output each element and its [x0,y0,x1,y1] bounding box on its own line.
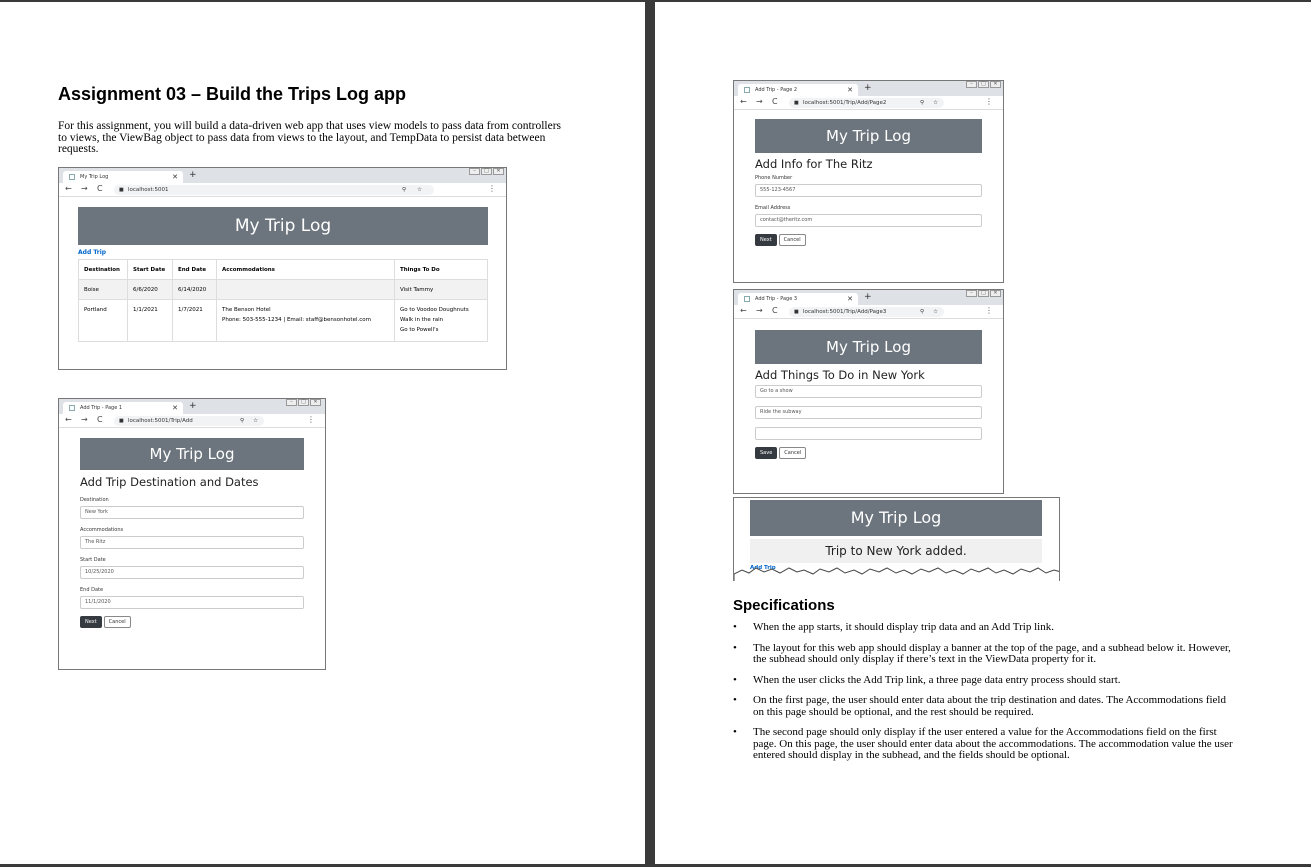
todo-item: Go to Powell's [400,327,439,333]
todo-input-3[interactable] [755,427,982,440]
end-date-input[interactable]: 11/1/2020 [80,596,304,609]
new-tab-icon[interactable]: + [189,401,197,411]
site-banner: My Trip Log [755,330,982,364]
close-window-icon[interactable]: ✕ [493,168,504,175]
cancel-button[interactable]: Cancel [779,234,806,246]
field-label: Start Date [80,557,106,563]
page-icon [69,174,75,180]
spec-item: • The second page should only display if the user entered a value for the Accommodations field on the first page. On this page, the user should enter data about the accommodations. The accommodation value the user entered should display in the subhead, and the fields should be optional. [733,727,1238,762]
site-banner: My Trip Log [78,207,488,245]
torn-edge [734,564,1060,581]
intro-paragraph: For this assignment, you will build a data-driven web app that uses view models to pass data from controllers to views, the ViewBag object to pass data from views to the layout, and TempData to persist data between requests. [58,120,562,155]
site-banner: My Trip Log [80,438,304,470]
maximize-icon[interactable]: □ [978,81,989,88]
address-bar[interactable] [114,416,264,426]
close-icon[interactable]: ✕ [847,295,853,303]
email-input[interactable]: contact@theritz.com [755,214,982,227]
close-window-icon[interactable]: ✕ [310,399,321,406]
screenshot-confirmation [733,497,1060,581]
next-button[interactable]: Next [80,616,102,628]
specifications-list [733,622,1238,771]
url-text: localhost:5001/Trip/Add/Page2 [803,100,887,106]
tab-title: My Trip Log [80,174,109,180]
cancel-button[interactable]: Cancel [104,616,131,628]
page1-content [80,438,304,628]
forward-icon[interactable]: → [81,415,88,424]
maximize-icon[interactable]: □ [481,168,492,175]
nav-bar [59,183,506,197]
browser-tab[interactable] [63,171,183,183]
close-window-icon[interactable]: ✕ [990,81,1001,88]
zoom-icon[interactable]: ⚲ [401,187,406,193]
page-icon [744,296,750,302]
spec-item: • When the app starts, it should display trip data and an Add Trip link. [733,622,1238,634]
forward-icon[interactable]: → [81,184,88,193]
zoom-icon[interactable]: ⚲ [919,100,924,106]
site-banner: My Trip Log [755,119,982,153]
form-buttons [80,616,304,628]
phone-input[interactable]: 555-123-4567 [755,184,982,197]
field-label: Phone Number [755,175,793,181]
column-header: End Date [173,260,217,280]
table-row [79,300,488,342]
browser-tab[interactable] [63,402,183,414]
cell-todo: Visit Tammy [395,280,488,300]
reload-icon[interactable]: C [772,306,778,315]
field-label: End Date [80,587,104,593]
close-window-icon[interactable]: ✕ [990,290,1001,297]
specifications-heading: Specifications [733,597,835,614]
spec-item: • The layout for this web app should display a banner at the top of the page, and a subhead below it. However, the subhead should only display if there’s text in the ViewData property for it. [733,643,1238,666]
spec-item: • On the first page, the user should enter data about the trip destination and dates. The Accommodations field on this page should be optional, and the rest should be required. [733,695,1238,718]
trips-table [78,259,488,342]
cell-start: 6/6/2020 [128,280,173,300]
add-trip-link[interactable]: Add Trip [78,249,107,256]
forward-icon[interactable]: → [756,97,763,106]
url-text: localhost:5001 [128,187,169,193]
back-icon[interactable]: ← [65,415,72,424]
page-subtitle: Add Trip Destination and Dates [80,475,259,489]
address-bar[interactable] [789,307,944,317]
minimize-icon[interactable]: – [469,168,480,175]
lock-icon: ■ [119,418,124,424]
lock-icon: ■ [794,100,799,106]
close-icon[interactable]: ✕ [847,86,853,94]
column-header: Accommodations [217,260,395,280]
field-label: Accommodations [80,527,124,533]
browser-tab[interactable] [738,293,858,305]
column-header: Destination [79,260,128,280]
todo-input-2[interactable]: Ride the subway [755,406,982,419]
accommodation-name: The Benson Hotel [222,307,271,313]
document-page-right [655,2,1311,864]
close-icon[interactable]: ✕ [172,173,178,181]
cell-destination: Boise [79,280,128,300]
menu-icon[interactable]: ⋮ [307,415,315,424]
minimize-icon[interactable]: – [966,81,977,88]
spec-item: • When the user clicks the Add Trip link, a three page data entry process should start. [733,675,1238,687]
tab-title: Add Trip - Page 2 [755,87,798,93]
form-buttons [755,234,982,246]
lock-icon: ■ [119,187,124,193]
close-icon[interactable]: ✕ [172,404,178,412]
column-header: Start Date [128,260,173,280]
address-bar[interactable] [789,98,944,108]
cell-destination: Portland [79,300,128,342]
column-header: Things To Do [395,260,488,280]
assignment-title: Assignment 03 – Build the Trips Log app [58,84,407,104]
cell-end: 1/7/2021 [173,300,217,342]
page-icon [69,405,75,411]
page2-content [755,119,982,246]
new-tab-icon[interactable]: + [189,170,197,180]
todo-item: Walk in the rain [400,317,444,323]
window-controls [468,168,504,175]
start-date-input[interactable]: 10/25/2020 [80,566,304,579]
screenshot-add-page2 [733,80,1004,283]
tab-strip [734,290,1003,305]
nav-bar [734,305,1003,319]
form-buttons [755,447,982,459]
cancel-button[interactable]: Cancel [779,447,806,459]
lock-icon: ■ [794,309,799,315]
accommodation-detail: Phone: 503-555-1234 | Email: staff@bensonhotel.com [222,317,371,323]
menu-icon[interactable]: ⋮ [985,306,993,315]
reload-icon[interactable]: C [97,415,103,424]
zoom-icon[interactable]: ⚲ [919,309,924,315]
field-label: Email Address [755,205,791,211]
new-tab-icon[interactable]: + [864,83,872,93]
tab-strip [734,81,1003,96]
menu-icon[interactable]: ⋮ [985,97,993,106]
site-banner: My Trip Log [750,500,1042,536]
cell-todo [395,300,488,342]
page-subtitle: Add Things To Do in New York [755,368,925,382]
maximize-icon[interactable]: □ [298,399,309,406]
nav-bar [59,414,325,428]
window-controls [285,399,321,406]
cell-accommodation [217,300,395,342]
address-bar[interactable] [114,185,434,195]
minimize-icon[interactable]: – [966,290,977,297]
page-subtitle: Add Info for The Ritz [755,157,873,171]
save-button[interactable]: Save [755,447,777,459]
tab-title: Add Trip - Page 3 [755,296,798,302]
table-row [79,280,488,300]
nav-bar [734,96,1003,110]
reload-icon[interactable]: C [772,97,778,106]
cell-accommodation [217,280,395,300]
table-header-row [79,260,488,280]
reload-icon[interactable]: C [97,184,103,193]
todo-input-1[interactable]: Go to a show [755,385,982,398]
back-icon[interactable]: ← [65,184,72,193]
maximize-icon[interactable]: □ [978,290,989,297]
back-icon[interactable]: ← [740,97,747,106]
window-controls [965,290,1001,297]
accommodations-input[interactable]: The Ritz [80,536,304,549]
field-label: Destination [80,497,109,503]
zoom-icon[interactable]: ⚲ [239,418,244,424]
trips-table-wrap [78,259,488,342]
tab-strip [59,168,506,183]
star-icon[interactable]: ☆ [417,187,422,193]
url-text: localhost:5001/Trip/Add/Page3 [803,309,887,315]
menu-icon[interactable]: ⋮ [488,184,496,193]
page3-content [755,330,982,459]
star-icon[interactable]: ☆ [933,100,938,106]
forward-icon[interactable]: → [756,306,763,315]
star-icon[interactable]: ☆ [933,309,938,315]
document-page-left [0,2,645,864]
add-trip-link[interactable]: Add Trip [750,565,776,571]
success-message: Trip to New York added. [750,539,1042,563]
cell-start: 1/1/2021 [128,300,173,342]
back-icon[interactable]: ← [740,306,747,315]
browser-tab[interactable] [738,84,858,96]
window-controls [965,81,1001,88]
star-icon[interactable]: ☆ [253,418,258,424]
tab-strip [59,399,325,414]
cell-end: 6/14/2020 [173,280,217,300]
todo-item: Go to Voodoo Doughnuts [400,307,469,313]
new-tab-icon[interactable]: + [864,292,872,302]
destination-input[interactable]: New York [80,506,304,519]
screenshot-home [58,167,507,370]
page-icon [744,87,750,93]
screenshot-add-page1 [58,398,326,670]
tab-title: Add Trip - Page 1 [80,405,123,411]
screenshot-add-page3 [733,289,1004,494]
next-button[interactable]: Next [755,234,777,246]
url-text: localhost:5001/Trip/Add [128,418,193,424]
minimize-icon[interactable]: – [286,399,297,406]
